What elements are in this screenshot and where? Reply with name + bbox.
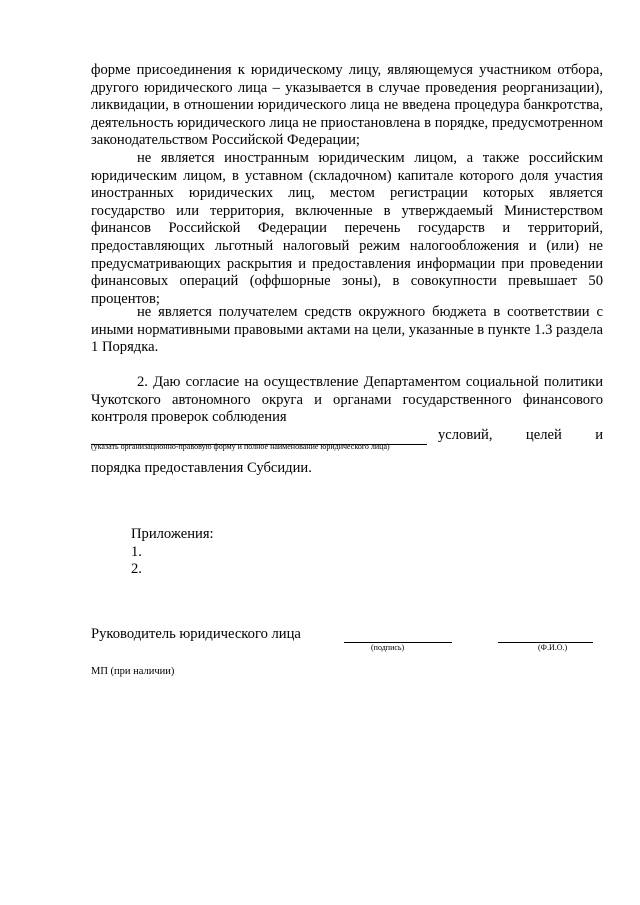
- attachments-section: [131, 526, 214, 579]
- stamp-note: МП (при наличии): [91, 666, 175, 677]
- consent-tail: [438, 427, 603, 445]
- consent-closing-text: порядка предоставления Субсидии.: [91, 460, 312, 476]
- paragraph-budget-recipient: [91, 304, 603, 357]
- consent-tail-word: условий,: [438, 426, 493, 443]
- consent-text: 2. Даю согласие на осуществление Департаментом социальной политики Чукотского автономного округа и органами государственного финансового контроля проверок соблюдения: [91, 374, 603, 426]
- attachments-heading: Приложения:: [131, 526, 214, 542]
- paragraph-reorganization-continuation: [91, 62, 603, 150]
- paragraph-text: форме присоединения к юридическому лицу, являющемуся участником отбора, другого юридического лица – указывается в случае проведения реорганизации), ликвидации, в отношении юридического лица не введена процедура банкротства, деятельность юридического лица не приостановлена в порядке, предусмотренном законодательством Российской Федерации;: [91, 62, 603, 149]
- paragraph-foreign-entity: [91, 150, 603, 308]
- paragraph-text: не является иностранным юридическим лицом, а также российским юридическим лицом, в уставном (складочном) капитале которого доля участия иностранных юридических лиц, местом регистрации которых является государство или территория, включенные в утверждаемый Министерством финансов Российской Федерации перечень государств и территорий, предоставляющих льготный налоговый режим налогообложения и (или) не предусматривающих раскрытия и предоставления информации при проведении финансовых операций (оффшорные зоны), в совокупности превышает 50 процентов;: [91, 150, 603, 307]
- signature-hint: (подпись): [371, 643, 405, 652]
- org-name-hint: (указать организационно-правовую форму и полное наименование юридического лица): [91, 442, 390, 451]
- consent-tail-word: целей: [525, 426, 562, 443]
- consent-tail-word: и: [595, 426, 603, 443]
- paragraph-text: не является получателем средств окружного бюджета в соответствии с иными нормативными правовыми актами на цели, указанные в пункте 1.3 раздела 1 Порядка.: [91, 304, 603, 356]
- consent-section: [91, 374, 603, 447]
- attachment-item: 2.: [131, 561, 142, 578]
- attachment-item: 1.: [131, 543, 142, 560]
- fio-hint: (Ф.И.О.): [538, 643, 568, 652]
- signature-label: Руководитель юридического лица: [91, 626, 301, 642]
- signature-row: [91, 626, 603, 656]
